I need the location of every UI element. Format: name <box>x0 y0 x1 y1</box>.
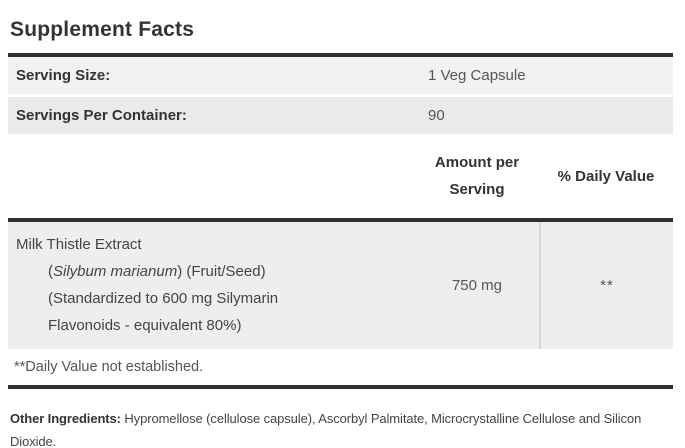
ingredient-standardized-line: (Standardized to 600 mg Silymarin <box>48 290 279 307</box>
bottom-border <box>8 385 673 389</box>
servings-per-container-row <box>8 97 673 134</box>
page-title: Supplement Facts <box>10 18 195 41</box>
supplement-facts-label <box>0 15 685 448</box>
botanical-name-italic: Silybum marianum <box>53 263 178 280</box>
serving-size-value: 1 Veg Capsule <box>428 67 526 84</box>
ingredient-row <box>8 222 673 349</box>
amount-per-serving-header <box>415 149 539 203</box>
other-ingredients <box>10 407 678 448</box>
ingredient-flavonoids-line: Flavonoids - equivalent 80%) <box>48 317 242 334</box>
serving-size-label: Serving Size: <box>16 67 111 84</box>
other-ingredients-text: Hypromellose (cellulose capsule), Ascorbyl Palmitate, Microcrystalline Cellulose and Silicon Dioxide. <box>10 411 642 448</box>
ingredient-botanical-line: (Silybum marianum) (Fruit/Seed) <box>48 263 266 280</box>
ingredient-name-cell <box>8 222 415 349</box>
serving-size-row <box>8 57 673 94</box>
servings-per-container-value: 90 <box>428 107 445 124</box>
ingredient-daily-value: ** <box>539 222 673 349</box>
daily-value-footnote: **Daily Value not established. <box>8 349 673 385</box>
servings-per-container-label: Servings Per Container: <box>16 107 187 124</box>
other-ingredients-label: Other Ingredients: <box>10 411 121 426</box>
daily-value-header: % Daily Value <box>557 167 655 185</box>
ingredient-amount: 750 mg <box>451 277 503 294</box>
ingredient-name: Milk Thistle Extract <box>16 236 142 253</box>
facts-panel <box>8 53 673 389</box>
amount-header-line1: Amount per <box>434 154 520 171</box>
amount-header-line2: Serving <box>449 181 505 198</box>
column-headers <box>8 134 673 218</box>
